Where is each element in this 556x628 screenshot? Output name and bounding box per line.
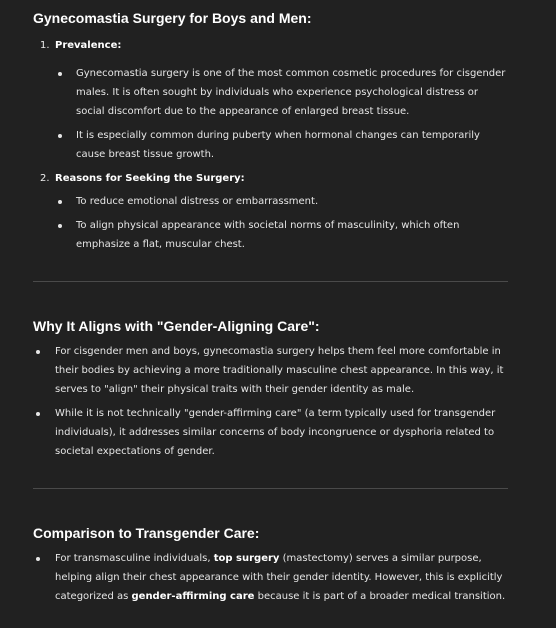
list-item: Gynecomastia surgery is one of the most common cosmetic procedures for cisgender males. It is often sought by individuals who experience psychological distress or social discomfort due to the appearance of enlarged breast tissue.	[55, 64, 509, 121]
text-segment: because it is part of a broader medical transition.	[254, 591, 506, 602]
text-segment: (mastectomy) serves a similar purpose, helping align their chest appearance with their gender identity. However, this is explicitly categorized as	[55, 553, 503, 602]
numbered-item-reasons	[33, 169, 509, 254]
list-item: It is especially common during puberty when hormonal changes can temporarily cause breast tissue growth.	[55, 126, 509, 164]
item-title-reasons: Reasons for Seeking the Surgery:	[55, 173, 245, 184]
bold-term-gender-affirming-care: gender-affirming care	[131, 591, 255, 602]
list-item	[33, 549, 509, 606]
bullet-list	[33, 549, 509, 606]
chat-message-body	[33, 8, 509, 611]
section-heading-gender-aligning: Why It Aligns with "Gender-Aligning Care":	[33, 318, 320, 334]
numbered-list	[33, 36, 509, 254]
list-item: To reduce emotional distress or embarrassment.	[55, 192, 509, 211]
section-heading-comparison: Comparison to Transgender Care:	[33, 525, 260, 541]
bullet-list	[55, 64, 509, 164]
divider	[33, 281, 508, 282]
list-number: 2.	[40, 173, 50, 184]
bullet-list	[55, 192, 509, 254]
section-heading-gynecomastia: Gynecomastia Surgery for Boys and Men:	[33, 10, 312, 26]
list-number: 1.	[40, 40, 50, 51]
list-item: For cisgender men and boys, gynecomastia surgery helps them feel more comfortable in their bodies by achieving a more traditionally masculine chest appearance. In this way, it serves to "align" their physical traits with their gender identity as male.	[33, 342, 509, 399]
numbered-item-prevalence	[33, 36, 509, 164]
item-title-prevalence: Prevalence:	[55, 40, 122, 51]
bold-term-top-surgery: top surgery	[213, 553, 280, 564]
divider	[33, 488, 508, 489]
list-item: While it is not technically "gender-affirming care" (a term typically used for transgender individuals), it addresses similar concerns of body incongruence or dysphoria related to societal expectations of gender.	[33, 404, 509, 461]
bullet-list	[33, 342, 509, 461]
list-item: To align physical appearance with societal norms of masculinity, which often emphasize a flat, muscular chest.	[55, 216, 509, 254]
text-segment: For transmasculine individuals,	[55, 553, 214, 564]
